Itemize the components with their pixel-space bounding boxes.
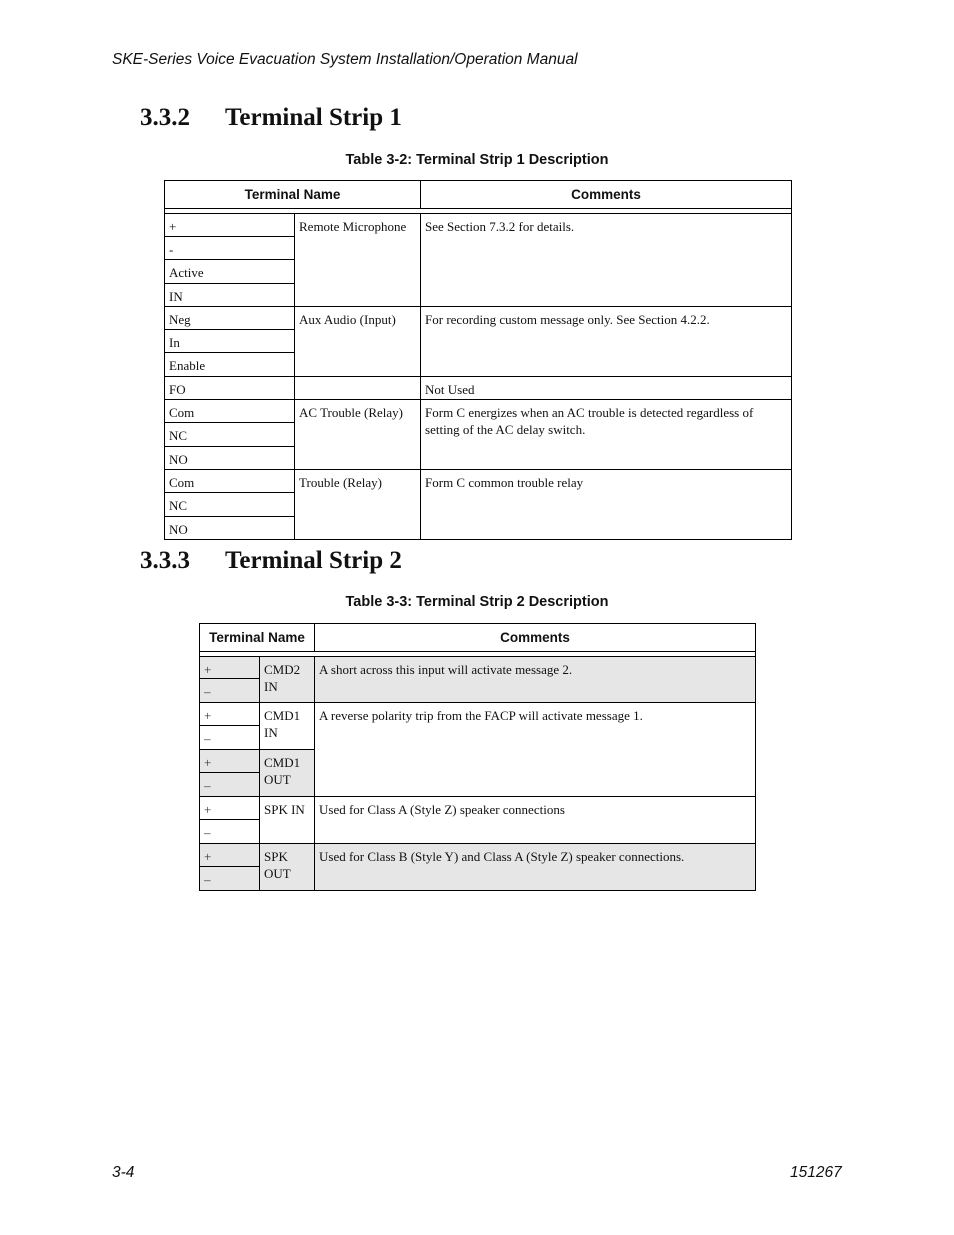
terminal-cell: NC <box>165 423 295 447</box>
section-heading-3-3-3 <box>140 547 402 575</box>
function-cell: SPK IN <box>260 797 315 844</box>
minus-terminal-cell: – <box>200 679 260 703</box>
table-row <box>165 307 792 330</box>
plus-terminal-cell: + <box>200 844 260 867</box>
table-row <box>200 703 756 726</box>
comment-cell: Form C common trouble relay <box>421 470 792 540</box>
comment-cell: Used for Class A (Style Z) speaker connections <box>315 797 756 844</box>
function-cell: AC Trouble (Relay) <box>295 400 421 470</box>
section-number: 3.3.3 <box>140 547 190 574</box>
terminal-cell: + <box>165 214 295 237</box>
terminal-cell: FO <box>165 377 295 400</box>
function-cell: CMD1 IN <box>260 703 315 750</box>
document-number: 151267 <box>790 1164 842 1181</box>
minus-terminal-cell: – <box>200 726 260 750</box>
function-cell <box>295 377 421 400</box>
terminal-strip-1-table <box>164 180 792 540</box>
terminal-cell: In <box>165 330 295 353</box>
plus-terminal-cell: + <box>200 657 260 679</box>
minus-terminal-cell: – <box>200 773 260 797</box>
table-caption-3-2: Table 3-2: Terminal Strip 1 Description <box>345 152 609 168</box>
minus-terminal-cell: – <box>200 867 260 891</box>
table-row <box>165 470 792 493</box>
column-header-terminal-name: Terminal Name <box>165 181 421 209</box>
function-cell: Remote Microphone <box>295 214 421 307</box>
terminal-cell: Active <box>165 260 295 284</box>
section-heading-3-3-2 <box>140 104 402 132</box>
column-header-comments: Comments <box>315 624 756 652</box>
section-title: Terminal Strip 2 <box>225 547 402 574</box>
comment-cell: A short across this input will activate message 2. <box>315 657 756 703</box>
comment-cell: See Section 7.3.2 for details. <box>421 214 792 307</box>
table-header-row <box>165 181 792 209</box>
plus-terminal-cell: + <box>200 750 260 773</box>
terminal-cell: NO <box>165 447 295 470</box>
function-cell: Aux Audio (Input) <box>295 307 421 377</box>
page-number: 3-4 <box>112 1164 135 1181</box>
terminal-cell: IN <box>165 284 295 307</box>
table-row <box>165 377 792 400</box>
table-caption-3-3: Table 3-3: Terminal Strip 2 Description <box>345 594 609 610</box>
plus-terminal-cell: + <box>200 797 260 820</box>
function-cell: SPK OUT <box>260 844 315 891</box>
comment-cell: Not Used <box>421 377 792 400</box>
terminal-cell: NO <box>165 517 295 540</box>
column-header-comments: Comments <box>421 181 792 209</box>
terminal-cell: Com <box>165 400 295 423</box>
terminal-cell: Neg <box>165 307 295 330</box>
function-cell: CMD1 OUT <box>260 750 315 797</box>
comment-cell: For recording custom message only. See Section 4.2.2. <box>421 307 792 377</box>
running-header: SKE-Series Voice Evacuation System Installation/Operation Manual <box>112 51 578 68</box>
comment-cell: Used for Class B (Style Y) and Class A (Style Z) speaker connections. <box>315 844 756 891</box>
table-header-row <box>200 624 756 652</box>
comment-cell: A reverse polarity trip from the FACP will activate message 1. <box>315 703 756 797</box>
plus-terminal-cell: + <box>200 703 260 726</box>
function-cell: CMD2 IN <box>260 657 315 703</box>
terminal-strip-2-table <box>199 623 756 891</box>
table-row <box>200 844 756 867</box>
table-row <box>200 657 756 679</box>
terminal-cell: NC <box>165 493 295 517</box>
section-number: 3.3.2 <box>140 104 190 131</box>
table-row <box>200 797 756 820</box>
terminal-cell: - <box>165 237 295 260</box>
minus-terminal-cell: – <box>200 820 260 844</box>
table-row <box>165 400 792 423</box>
section-title: Terminal Strip 1 <box>225 104 402 131</box>
table-row <box>165 214 792 237</box>
comment-cell: Form C energizes when an AC trouble is detected regardless of setting of the AC delay switch. <box>421 400 792 470</box>
column-header-terminal-name: Terminal Name <box>200 624 315 652</box>
function-cell: Trouble (Relay) <box>295 470 421 540</box>
terminal-cell: Enable <box>165 353 295 377</box>
terminal-cell: Com <box>165 470 295 493</box>
